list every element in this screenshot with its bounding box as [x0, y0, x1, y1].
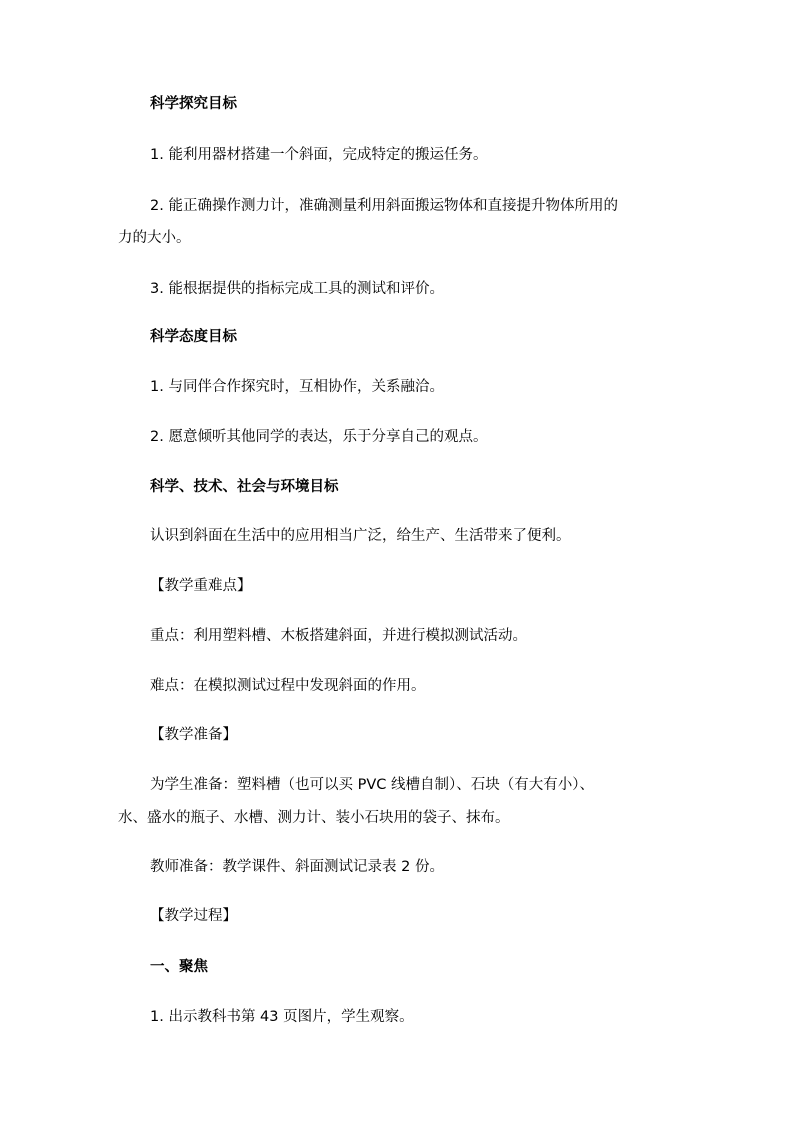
preparation-heading: 【教学准备】: [150, 727, 237, 743]
inquiry-goal-item-2-line-1: 2. 能正确操作测力计，准确测量利用斜面搬运物体和直接提升物体所用的: [150, 198, 618, 214]
key-point-text: 重点：利用塑料槽、木板搭建斜面，并进行模拟测试活动。: [150, 628, 527, 644]
student-preparation-line-1: 为学生准备：塑料槽（也可以买 PVC 线槽自制）、石块（有大有小）、: [150, 777, 595, 793]
inquiry-goal-item-3: 3. 能根据提供的指标完成工具的测试和评价。: [150, 281, 444, 297]
focus-section-heading: 一、聚焦: [150, 959, 208, 975]
inquiry-goal-heading: 科学探究目标: [150, 96, 237, 112]
teacher-preparation: 教师准备：教学课件、斜面测试记录表 2 份。: [150, 859, 444, 875]
society-goal-heading: 科学、技术、社会与环境目标: [150, 479, 339, 495]
attitude-goal-heading: 科学态度目标: [150, 329, 237, 345]
attitude-goal-item-1: 1. 与同伴合作探究时，互相协作，关系融洽。: [150, 379, 444, 395]
society-goal-text: 认识到斜面在生活中的应用相当广泛，给生产、生活带来了便利。: [150, 528, 571, 544]
attitude-goal-item-2: 2. 愿意倾听其他同学的表达，乐于分享自己的观点。: [150, 429, 488, 445]
focus-item-1: 1. 出示教科书第 43 页图片，学生观察。: [150, 1009, 414, 1025]
student-preparation-line-2: 水、盛水的瓶子、水槽、测力计、装小石块用的袋子、抹布。: [118, 810, 510, 826]
process-heading: 【教学过程】: [150, 908, 237, 924]
key-points-heading: 【教学重难点】: [150, 578, 252, 594]
difficulty-text: 难点：在模拟测试过程中发现斜面的作用。: [150, 678, 426, 694]
inquiry-goal-item-2-line-2: 力的大小。: [118, 230, 191, 246]
inquiry-goal-item-1: 1. 能利用器材搭建一个斜面，完成特定的搬运任务。: [150, 147, 488, 163]
